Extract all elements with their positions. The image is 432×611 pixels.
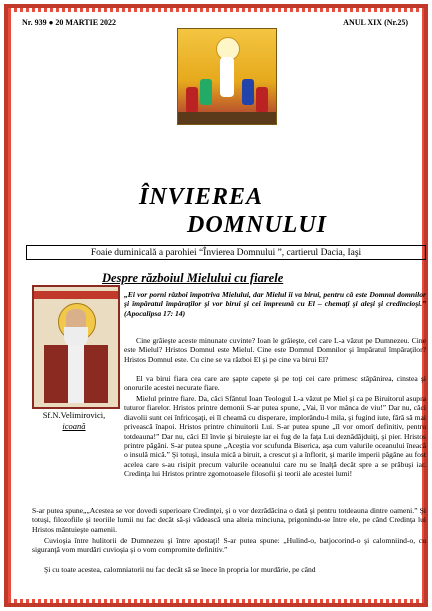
icon-caption: Sf.N.Velimirovici, xyxy=(42,410,106,420)
article-paragraph-3: Mielul printre fiare. Da, căci Sfântul Ioan Teologul L-a văzut pe Miel şi ca pe Biruitorul asupra tuturor fiarelor. Hristos printre demonii S-ar putea spune, „Vai, îl vor mânca de viu!” Dar nu, căci diavolii sunt cei înfricoşaţi, ei îl cheamă cu disperare, implorându-l mila, şi fugind iute, fără să mai privească înapoi. Hristos printre chinuitorii Lui. S-ar putea spune „îl vor omorî definitiv, pentru totdeauna!” Dar nu, căci El învie şi biruieşte iar ei fug de la faţa Lui deznădăjduiţi, şi pier. Hristos printre păgâni. S-ar putea spune „Aceştia vor scufunda Biserica, aşa cum valurile oceanului îneacă o insulă mică.” Şi totuşi, insula mică a biruit, a crescut şi a înflorit, şi marile imperii păgâne au fost acelea care s-au risipit precum valurile oceanului care nu se înalţă decât spre a se prăbuşi iar. Credinţa lui Hristos printre zgomotoasele filosofii şi teorii ale acestei lumi! xyxy=(124,394,426,479)
article-paragraph-5: Cuvioşia între hulitorii de Dumnezeu şi între apostaţi! S-ar putea spune: „Hulind-o, batjocorind-o şi calomniind-o, cu siguranţă vom murdări cuvioşia şi o vom compromite definitiv.” xyxy=(32,536,426,555)
article-quote: „Ei vor porni război împotriva Mielului, dar Mielul îi va birui, pentru că este Domnul domnilor şi împăratul împăraţilor şi vor birui şi cei împreună cu El – chemaţi şi aleşi şi credincioşi.” (Apocalipsa 17: 14) xyxy=(124,290,426,318)
issue-number: Nr. 939 ● 20 MARTIE 2022 xyxy=(22,18,117,27)
masthead-title-line1: ÎNVIEREA xyxy=(139,184,264,210)
article-paragraph-4: S-ar putea spune„„Acestea se vor dovedi superioare Credinţei, şi o vor dezrădăcina o dată şi pentru totdeauna dintre oameni.” Şi totuşi, filozofiile şi teoriile lumii nu fac decât să-şi vădească una alteia minciuna, prigonindu-se între ele, pe când Credinţa lui Hristos mântuieşte oamenii. xyxy=(32,506,426,534)
article-paragraph-2: El va birui fiara cea care are şapte capete şi pe toţi cei care primesc stăpânirea, cinstea şi onorurile acestei necurate fiare. xyxy=(124,374,426,393)
icon-caption-subtitle: icoană xyxy=(62,421,86,431)
page xyxy=(12,12,426,599)
article-paragraph-6: Şi cu toate acestea, calomniatorii nu fac decât să se înece în propria lor murdărie, pe când xyxy=(44,565,316,574)
saint-icon-image xyxy=(32,285,120,409)
year-label: ANUL XIX (Nr.25) xyxy=(343,18,408,27)
article-paragraph-1: Cine grăieşte aceste minunate cuvinte? Ioan le grăieşte, cel care L-a văzut pe Dumnezeu. Cine este Mielul? Hristos Domnul este Mielul. Cine este Domnul Domnilor şi împăratul împăraţilor? Hristos Domnul este. Cu cine se va război El şi pe cine va birui El? xyxy=(124,336,426,364)
article-title: Despre războiul Mielului cu fiarele xyxy=(102,271,284,285)
masthead-subtitle: Foaie duminicală a parohiei “Învierea Domnului ”, cartierul Dacia, Iaşi xyxy=(26,245,426,260)
page-border xyxy=(4,4,428,607)
masthead-title-line2: DOMNULUI xyxy=(187,212,327,238)
resurrection-icon xyxy=(177,28,277,125)
